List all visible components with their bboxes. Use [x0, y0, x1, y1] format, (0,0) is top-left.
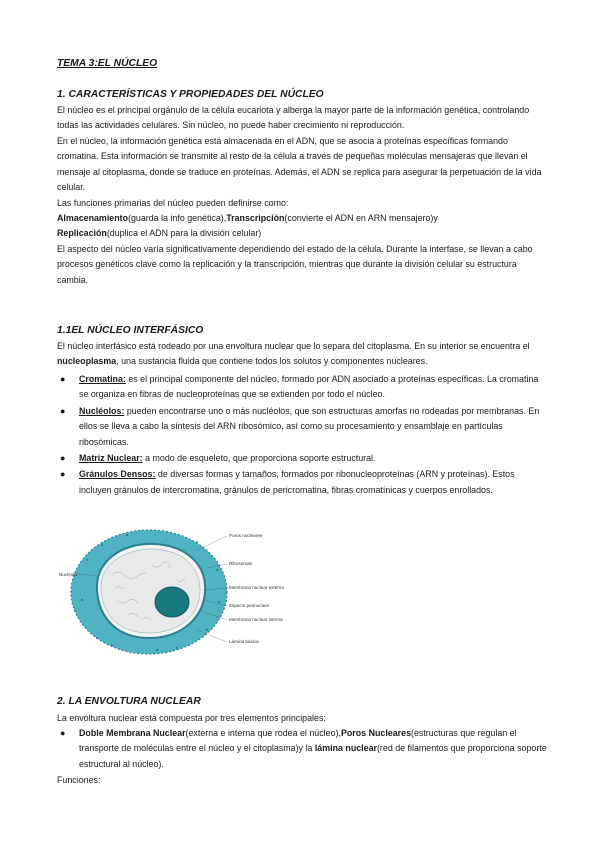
bullet-icon: ● [60, 374, 66, 384]
function-term-storage: Almacenamiento [57, 213, 129, 223]
section-1-paragraph-3: Las funciones primarias del núcleo pueden definirse como: [57, 198, 289, 208]
section-1-1-paragraph: El núcleo interfásico está rodeado por una envoltura nuclear que lo separa del citoplasma. En su interior se encuentra el nucleoplasma, una sustancia fluida que contiene todos los solutos y componentes nucleares. [57, 341, 530, 367]
cell-illustration [71, 530, 227, 654]
list-item: ● Nucléolos: pueden encontrarse uno o más nucléolos, que son estructuras amorfas no rodeadas por membranas. En ellos se lleva a cabo la síntesis del ARN ribosómico, así como su procesamiento y ensamblaje en partículas ribosómicas. [60, 405, 540, 447]
section-1-paragraph-1: El núcleo es el principal orgánulo de la célula eucariota y alberga la mayor parte de la información genética, controlando todas las actividades celulares. Sin núcleo, no puede haber crecimiento ni reproducción. [57, 105, 530, 131]
components-list [57, 372, 547, 499]
label-lamina-basica: Lámina básica [229, 639, 259, 644]
label-membrana-externa: Membrana nuclear externa [229, 585, 284, 590]
section-1-paragraph-4: El aspecto del núcleo varía significativamente dependiendo del estado de la célula. Durante la interfase, se llevan a cabo procesos genéticos clave como la replicación y la transcripción, mientras que durante la división celular su estructura cambia. [57, 244, 533, 285]
section-2-paragraph-2: Funciones: [57, 775, 101, 785]
function-term-replication: Replicación [57, 228, 107, 239]
function-desc-replication: (duplica el ADN para la división celular) [106, 228, 262, 239]
section-1-1-heading: 1.1EL NÚCLEO INTERFÁSICO [57, 325, 204, 336]
nucleus-diagram [57, 520, 297, 660]
section-1-heading: 1. CARACTERÍSTICAS Y PROPIEDADES DEL NÚCLEO [57, 89, 324, 100]
function-term-transcription: Transcripción [226, 213, 285, 223]
envelope-list [57, 726, 547, 773]
label-nucleolo: Nucléolo [59, 572, 77, 577]
functions-list [57, 211, 547, 242]
label-membrana-interna: Membrana nuclear interna [229, 617, 283, 622]
section-2-heading: 2. LA ENVOLTURA NUCLEAR [57, 696, 201, 707]
list-item: ● Matriz Nuclear: a modo de esqueleto, que proporciona soporte estructural. [57, 451, 547, 466]
bullet-icon: ● [60, 469, 66, 480]
section-1-paragraph-2: En el núcleo, la información genética está almacenada en el ADN, que se asocia a proteínas específicas formando cromatina. Esta información se transmite al resto de la célula a través de pequeñas moléculas mensajeras que llevan el mensaje al citoplasma, donde se traduce en proteínas. Además, el ADN se replica para asegurar la perpetuación de la vida celular. [57, 136, 542, 193]
bullet-icon: ● [60, 453, 66, 464]
list-item: ● Gránulos Densos: de diversas formas y tamaños, formados por ribonucleoproteínas (ARN y proteínas). Estos incluyen gránulos de intercromatina, gránulos de pericromatina, fibras cromatínicas y cuerpos enrollados. [60, 469, 515, 495]
bullet-icon: ● [60, 405, 66, 416]
label-ribosomas: Ribosomas [229, 561, 252, 566]
function-desc-storage: (guarda la info genética), [128, 213, 227, 223]
function-desc-transcription: (convierte el ADN en ARN mensajero)y [284, 213, 438, 223]
label-poros-nucleares: Poros nucleares [229, 533, 263, 538]
label-espacio-perinuclear: Espacio perinuclear [229, 603, 270, 608]
document-title: TEMA 3:EL NÚCLEO [57, 58, 158, 69]
list-item: ● Cromatina: es el principal componente del núcleo, formado por ADN asociado a proteínas específicas. La cromatina se organiza en fibras de nucleoproteínas que se extienden por todo el núcleo. [60, 374, 539, 400]
bullet-icon: ● [60, 728, 66, 738]
list-item: ● Doble Membrana Nuclear(externa e interna que rodea el núcleo),Poros Nucleares(estructuras que regulan el transporte de moléculas entre el núcleo y el citoplasma)y la lámina nuclear(red de filamentos que proporciona soporte estructural al núcleo). [60, 728, 547, 769]
nucleoplasma-term: nucleoplasma [57, 356, 117, 367]
section-2-paragraph-1: La envoltura nuclear está compuesta por tres elementos principales: [57, 713, 326, 723]
